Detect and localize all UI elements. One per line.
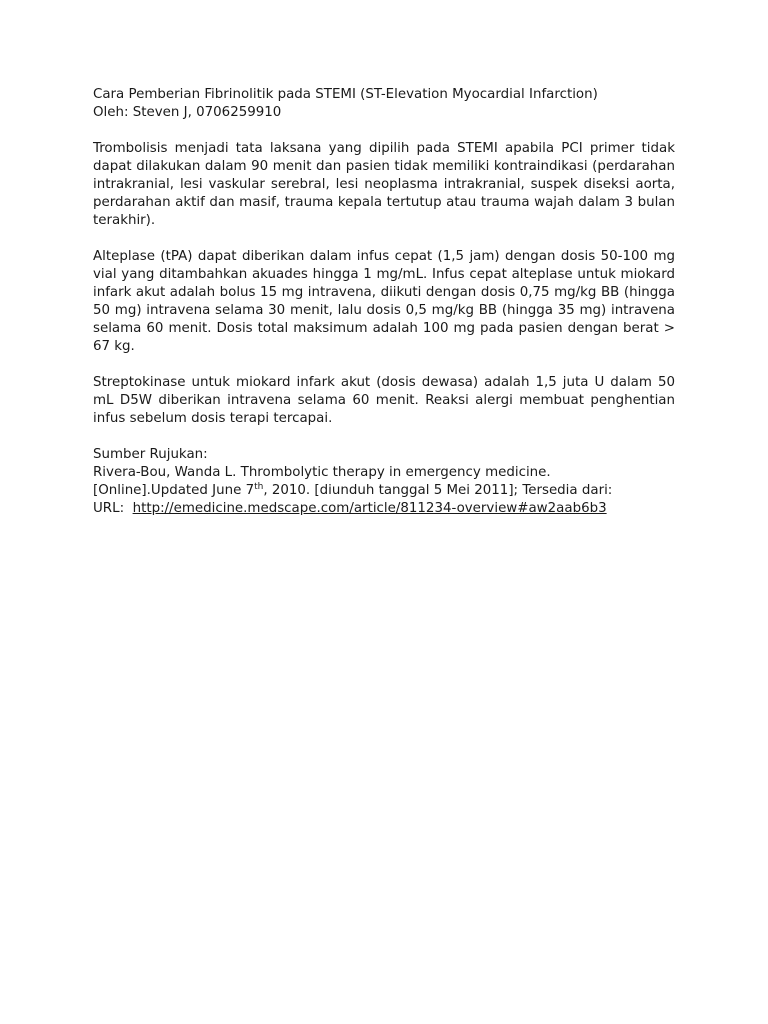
document-page xyxy=(93,86,675,518)
document-author: Oleh: Steven J, 0706259910 xyxy=(93,105,282,120)
reference-heading: Sumber Rujukan: xyxy=(93,447,208,462)
document-title: Cara Pemberian Fibrinolitik pada STEMI (ST-Elevation Myocardial Infarction) xyxy=(93,87,598,102)
paragraph-thrombolysis: Trombolisis menjadi tata laksana yang dipilih pada STEMI apabila PCI primer tidak dapat dilakukan dalam 90 menit dan pasien tidak memiliki kontraindikasi (perdarahan intrakranial, lesi vaskular serebral, lesi neoplasma intrakranial, suspek diseksi aorta, perdarahan aktif dan masif, trauma kepala tertutup atau trauma wajah dalam 3 bulan terakhir). xyxy=(93,141,675,228)
reference-url-line xyxy=(93,500,675,518)
spacer xyxy=(93,122,675,140)
reference-online-line xyxy=(93,482,675,500)
reference-url-label: URL: xyxy=(93,501,125,516)
reference-online-prefix: [Online].Updated June 7 xyxy=(93,483,255,498)
reference-online-sup: th xyxy=(254,482,264,492)
paragraph-streptokinase: Streptokinase untuk miokard infark akut (dosis dewasa) adalah 1,5 juta U dalam 50 mL D5W diberikan intravena selama 60 menit. Reaksi alergi membuat penghentian infus sebelum dosis terapi tercapai. xyxy=(93,375,675,426)
paragraph-alteplase: Alteplase (tPA) dapat diberikan dalam infus cepat (1,5 jam) dengan dosis 50-100 mg vial yang ditambahkan akuades hingga 1 mg/mL. Infus cepat alteplase untuk miokard infark akut adalah bolus 15 mg intravena, diikuti dengan dosis 0,75 mg/kg BB (hingga 50 mg) intravena selama 30 menit, lalu dosis 0,5 mg/kg BB (hingga 35 mg) intravena selama 60 menit. Dosis total maksimum adalah 100 mg pada pasien dengan berat > 67 kg. xyxy=(93,249,675,354)
reference-url-link[interactable]: http://emedicine.medscape.com/article/811234-overview#aw2aab6b3 xyxy=(132,501,607,516)
reference-online-suffix: , 2010. [diunduh tanggal 5 Mei 2011]; Tersedia dari: xyxy=(263,483,613,498)
reference-citation: Rivera-Bou, Wanda L. Thrombolytic therapy in emergency medicine. xyxy=(93,465,551,480)
